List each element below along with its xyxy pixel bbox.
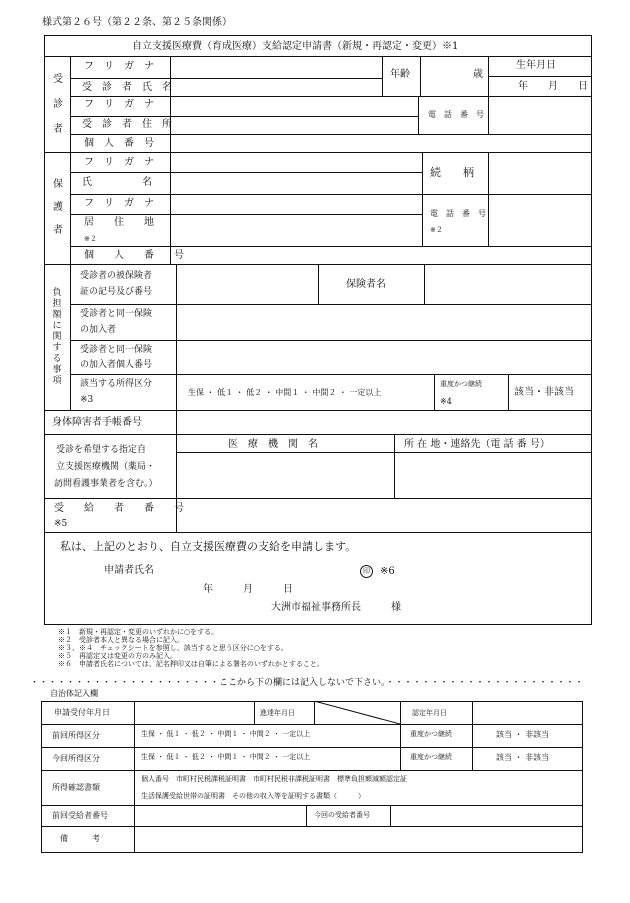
institution-address-header: 所 在 地・連絡先（電 話 番 号）	[404, 439, 550, 450]
patient-address-label: 受 診 者 住 所	[82, 119, 172, 130]
same-insurance-label-1: 受診者と同一保険	[80, 309, 153, 319]
note-5: ※６ 申請者氏名については、記名押印又は自筆による署名のいずれかとすること。	[58, 660, 324, 668]
severe-label: 重度かつ継続	[440, 380, 482, 388]
same-insurance-num-label-1: 受診者と同一保険	[80, 345, 153, 355]
relation-field[interactable]	[489, 153, 591, 193]
form-title: 自立支援医療費（育成医療）支給認定申請書（新規・再認定・変更）※1	[132, 41, 459, 52]
guardian-address-label: 居 住 地	[84, 217, 154, 228]
recipient-no-field[interactable]	[177, 499, 591, 531]
insured-no-label-1: 受診者の被保険者	[80, 271, 153, 281]
institution-address-field[interactable]	[395, 453, 591, 497]
received-date-label: 申請受付年月日	[54, 708, 110, 717]
cut-line: ・・・・・・・・・・・・・・・・・・・・・ここから下の欄には記入しないで下さい。・・・・・・・・・・・・・・・・・・・・・・	[30, 678, 584, 688]
same-insurance-label-2: の加入者	[80, 325, 117, 335]
guardian-label-2: 護	[53, 202, 63, 213]
diagonal-slash	[314, 701, 400, 724]
guardian-label-3: 者	[53, 225, 63, 236]
relation-label: 続 柄	[430, 166, 474, 179]
form-number: 様式第２６号（第２２条、第２５条関係）	[42, 17, 232, 28]
patient-phone-field[interactable]	[489, 97, 591, 133]
applicant-label: 申請者氏名	[104, 565, 154, 576]
age-field[interactable]	[421, 57, 487, 95]
patient-label-3: 者	[53, 124, 63, 135]
guardian-name-field[interactable]	[171, 173, 421, 193]
institution-name-header: 医 療 機 関 名	[228, 439, 318, 450]
cur-severe-options[interactable]: 該当 ・ 非該当	[496, 753, 550, 762]
patient-address-field[interactable]	[171, 117, 417, 133]
patient-label-2: 診	[53, 99, 63, 110]
institution-name-field[interactable]	[177, 453, 393, 497]
income-docs-line2[interactable]: 生活保護受給世帯の証明書 その他の収入等を証明する書類（ ）	[141, 792, 365, 800]
severe-note: ※4	[440, 397, 452, 406]
income-category-note: ※3	[80, 395, 94, 405]
insurer-field[interactable]	[425, 265, 591, 303]
guardian-mynumber-field[interactable]	[171, 247, 591, 263]
birthdate-label: 生年月日	[516, 60, 556, 71]
cur-recipient-no-label: 今回の受給者番号	[314, 811, 370, 819]
patient-furigana-label: フ リ ガ ナ	[84, 61, 154, 72]
cur-recipient-no-field[interactable]	[391, 806, 582, 825]
office-caption: 自治体記入欄	[50, 689, 98, 698]
patient-name-label: 受 診 者 氏 名	[82, 82, 172, 93]
same-insurance-field[interactable]	[177, 305, 591, 339]
prev-severe-options[interactable]: 該当 ・ 非該当	[496, 730, 550, 739]
guardian-furigana2-field[interactable]	[171, 195, 421, 213]
received-date-field[interactable]	[135, 702, 253, 723]
addressee: 大洲市福祉事務所長 様	[271, 602, 401, 613]
patient-furigana-field[interactable]	[171, 57, 381, 77]
note-4: ※５ 再認定又は変更の方のみ記入。	[58, 652, 177, 660]
insurer-label: 保険者名	[346, 279, 386, 290]
guardian-phone-field[interactable]	[489, 195, 591, 245]
cur-income-label: 今回所得区分	[52, 754, 100, 763]
guardian-furigana-label: フ リ ガ ナ	[84, 157, 154, 168]
birthdate-format[interactable]: 年 月 日	[518, 81, 588, 92]
guardian-furigana-field[interactable]	[171, 153, 421, 171]
prev-severe-label: 重度かつ継続	[410, 730, 452, 738]
seal-note: ※6	[380, 566, 395, 577]
disability-book-label: 身体障害者手帳番号	[52, 417, 142, 428]
guardian-furigana2-label: フ リ ガ ナ	[84, 198, 154, 209]
guardian-mynumber-label: 個 人 番 号	[84, 250, 184, 261]
certified-date-label: 認定年月日	[412, 709, 447, 717]
same-insurance-num-field[interactable]	[177, 341, 591, 373]
severe-options[interactable]: 該当・非該当	[514, 387, 574, 398]
prev-income-label: 前回所得区分	[52, 731, 100, 740]
guardian-label-1: 保	[53, 179, 63, 190]
same-insurance-num-label-2: の加入者個人番号	[80, 360, 153, 370]
patient-furigana2-field[interactable]	[171, 97, 417, 115]
note-3: ※３、※４ チェックシートを参照し、該当すると思う区分に○をする。	[58, 644, 288, 652]
applicant-name-field[interactable]	[160, 562, 350, 578]
income-category-options[interactable]: 生保 ・ 低１ ・ 低２ ・ 中間１ ・ 中間２ ・ 一定以上	[188, 388, 382, 397]
patient-mynumber-field[interactable]	[171, 135, 591, 151]
recipient-no-label: 受 給 者 番 号	[54, 503, 184, 514]
remarks-field[interactable]	[135, 827, 582, 852]
prev-recipient-no-field[interactable]	[135, 806, 305, 825]
income-docs-line1[interactable]: 個人番号 市町村民税課税証明書 市町村民税非課税証明書 標準負担額減額認定証	[141, 775, 407, 783]
insured-no-label-2: 証の記号及び番号	[80, 287, 153, 297]
income-category-label: 該当する所得区分	[80, 379, 153, 389]
patient-mynumber-label: 個 人 番 号	[84, 138, 154, 149]
progress-date-label: 進達年月日	[260, 709, 295, 717]
note-1: ※１ 新規・再認定・変更のいずれかに○をする。	[58, 628, 219, 636]
institution-label-3: 訪問看護事業者を含む。）	[54, 479, 158, 489]
recipient-no-note: ※5	[54, 519, 68, 529]
prev-recipient-no-label: 前回受給者番号	[52, 811, 108, 820]
age-label: 年齢	[390, 69, 410, 80]
patient-label-1: 受	[53, 74, 63, 85]
guardian-phone-label: 電 話 番 号	[430, 209, 486, 218]
burden-section-label: 負担額に関する事項	[52, 288, 62, 386]
guardian-address-note: ※２	[84, 235, 97, 243]
application-date[interactable]: 年 月 日	[203, 584, 293, 595]
note-2: ※２ 受診者本人と異なる場合に記入。	[58, 636, 184, 644]
prev-income-options[interactable]: 生保 ・ 低１ ・ 低２ ・ 中間１ ・ 中間２ ・ 一定以上	[141, 730, 311, 738]
patient-furigana2-label: フ リ ガ ナ	[84, 99, 154, 110]
declaration-text: 私は、上記のとおり、自立支援医療費の支給を申請します。	[60, 540, 357, 553]
age-unit: 歳	[473, 69, 483, 80]
income-docs-label: 所得確認書類	[52, 783, 100, 792]
patient-name-field[interactable]	[171, 79, 381, 95]
certified-date-field[interactable]	[473, 702, 582, 723]
guardian-address-field[interactable]	[171, 215, 421, 245]
seal-icon: 印	[360, 565, 373, 578]
guardian-phone-note: ※２	[430, 226, 443, 234]
institution-label-2: 立支援医療機関（薬局・	[56, 462, 156, 472]
insured-no-field[interactable]	[177, 265, 317, 303]
cur-income-options[interactable]: 生保 ・ 低１ ・ 低２ ・ 中間１ ・ 中間２ ・ 一定以上	[141, 753, 311, 761]
institution-label-1: 受診を希望する指定自	[56, 445, 147, 455]
guardian-name-label: 氏 名	[82, 177, 152, 188]
patient-phone-label: 電 話 番 号	[428, 110, 484, 119]
cur-severe-label: 重度かつ継続	[410, 753, 452, 761]
remarks-label: 備 考	[60, 834, 100, 843]
disability-book-field[interactable]	[177, 411, 591, 433]
